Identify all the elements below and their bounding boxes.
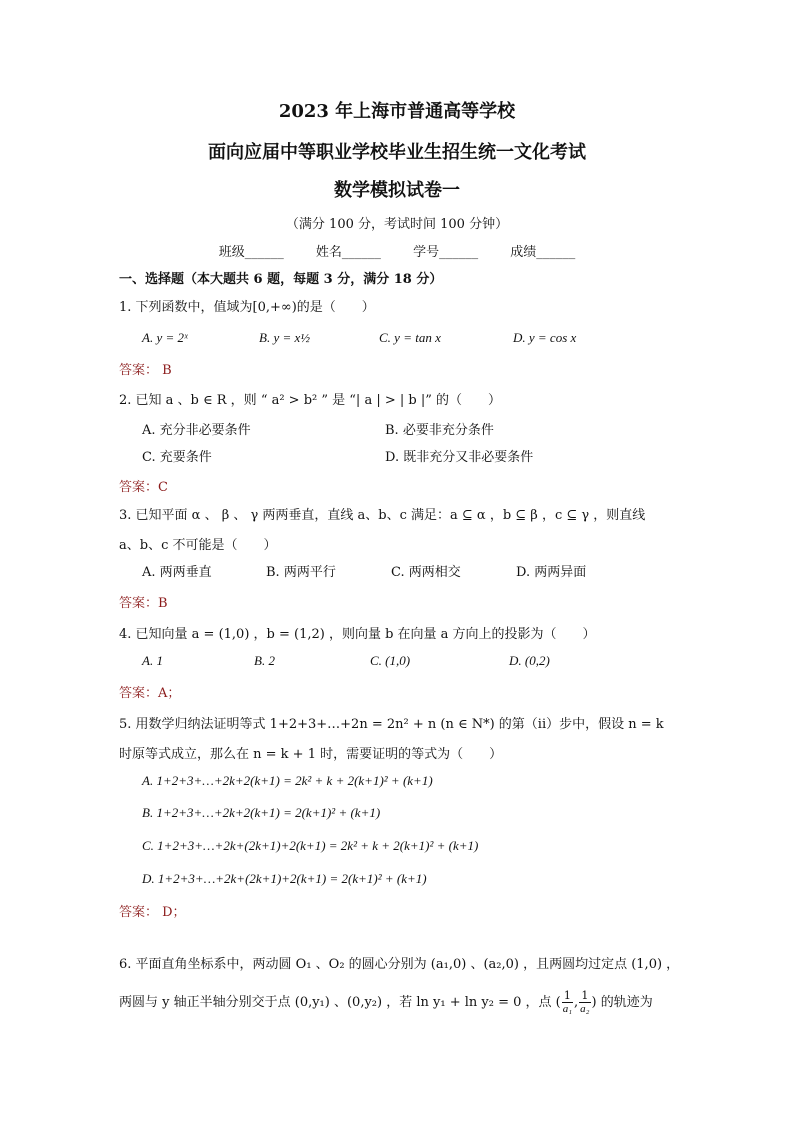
question-3-option-d: D. 两两异面 xyxy=(516,565,587,580)
question-6-stem-tail: ) 的轨迹为 xyxy=(591,995,653,1010)
score-field: 成绩______ xyxy=(510,245,576,260)
student-info-fields xyxy=(0,241,794,260)
question-2-stem: 2. 已知 a 、b ∈ R ，则 “ a² > b² ” 是 “| a | > | b |” 的（ ） xyxy=(119,393,501,408)
question-4-option-c: C. (1,0) xyxy=(370,653,411,668)
question-2-option-c: C. 充要条件 xyxy=(142,450,212,465)
fraction-1-over-a1: $\frac{1}{\text{a₁}}$ xyxy=(562,989,573,1015)
question-4-option-a: A. 1 xyxy=(142,653,163,668)
question-5-answer: 答案： D； xyxy=(119,905,186,920)
question-1-option-d: D. y = cos x xyxy=(513,330,577,345)
question-5-stem-line1: 5. 用数学归纳法证明等式 1+2+3+…+2n = 2n² + n (n ∈ N*) 的第（ii）步中，假设 n = k xyxy=(119,717,664,732)
question-1-answer: 答案： B xyxy=(119,363,172,378)
section-heading: 一、选择题（本大题共 6 题，每题 3 分，满分 18 分） xyxy=(119,272,443,287)
question-6-stem-text: 两圆与 y 轴正半轴分别交于点 (0,y₁) 、(0,y₂) ，若 ln y₁ + ln y₂ = 0 ，点 ( xyxy=(119,995,561,1010)
question-4-answer: 答案：A； xyxy=(119,686,181,701)
exam-title-line3: 数学模拟试卷一 xyxy=(334,180,460,201)
question-5-option-d: D. 1+2+3+…+2k+(2k+1)+2(k+1) = 2(k+1)² + (k+1) xyxy=(142,871,427,886)
question-4-option-d: D. (0,2) xyxy=(509,653,550,668)
question-3-stem-line2: a、b、c 不可能是（ ） xyxy=(119,538,277,553)
question-5-option-c: C. 1+2+3+…+2k+(2k+1)+2(k+1) = 2k² + k + 2(k+1)² + (k+1) xyxy=(142,838,479,853)
question-1-option-c: C. y = tan x xyxy=(379,330,441,345)
exam-title-line2: 面向应届中等职业学校毕业生招生统一文化考试 xyxy=(208,142,586,163)
question-4-stem: 4. 已知向量 a = (1,0) ，b = (1,2) ，则向量 b 在向量 a 方向上的投影为（ ） xyxy=(119,627,596,642)
fraction-1-over-a2: $\frac{1}{\text{a₂}}$ xyxy=(580,989,590,1015)
question-3-option-a: A. 两两垂直 xyxy=(142,565,212,580)
name-field: 姓名______ xyxy=(315,245,381,260)
question-6-stem-line2: 两圆与 y 轴正半轴分别交于点 (0,y₁) 、(0,y₂) ，若 ln y₁ + ln y₂ = 0 ，点 ( $\frac{1}{\text{a₁}}$ , $\frac{1}{\text{a₂}}$ ) 的轨迹为 xyxy=(119,989,653,1015)
question-1-option-b: B. y = x½ xyxy=(259,330,311,345)
question-2-answer: 答案：C xyxy=(119,480,168,495)
question-2-option-b: B. 必要非充分条件 xyxy=(385,423,494,438)
question-1-option-a: A. y = 2ˣ xyxy=(142,330,188,345)
question-2-option-a: A. 充分非必要条件 xyxy=(142,423,251,438)
student-id-field: 学号______ xyxy=(413,245,479,260)
question-5-option-b: B. 1+2+3+…+2k+2(k+1) = 2(k+1)² + (k+1) xyxy=(142,805,381,820)
question-3-stem-line1: 3. 已知平面 α 、 β 、 γ 两两垂直，直线 a、b、c 满足：a ⊆ α ，b ⊆ β ，c ⊆ γ ，则直线 xyxy=(119,508,646,523)
question-4-option-b: B. 2 xyxy=(254,653,275,668)
question-1-stem: 1. 下列函数中，值域为[0,+∞)的是（ ） xyxy=(119,300,375,315)
class-field: 班级______ xyxy=(218,245,284,260)
question-6-stem-line1: 6. 平面直角坐标系中，两动圆 O₁ 、O₂ 的圆心分别为 (a₁,0) 、(a₂,0) ，且两圆均过定点 (1,0) ， xyxy=(119,957,680,972)
exam-note: （满分 100 分，考试时间 100 分钟） xyxy=(285,217,509,232)
question-2-option-d: D. 既非充分又非必要条件 xyxy=(385,450,534,465)
question-5-stem-line2: 时原等式成立，那么在 n = k + 1 时，需要证明的等式为（ ） xyxy=(119,747,503,762)
question-3-option-c: C. 两两相交 xyxy=(391,565,461,580)
exam-title-line1: 2023 年上海市普通高等学校 xyxy=(278,101,516,122)
question-3-option-b: B. 两两平行 xyxy=(266,565,336,580)
question-5-option-a: A. 1+2+3+…+2k+2(k+1) = 2k² + k + 2(k+1)² + (k+1) xyxy=(142,773,433,788)
question-3-answer: 答案：B xyxy=(119,596,168,611)
